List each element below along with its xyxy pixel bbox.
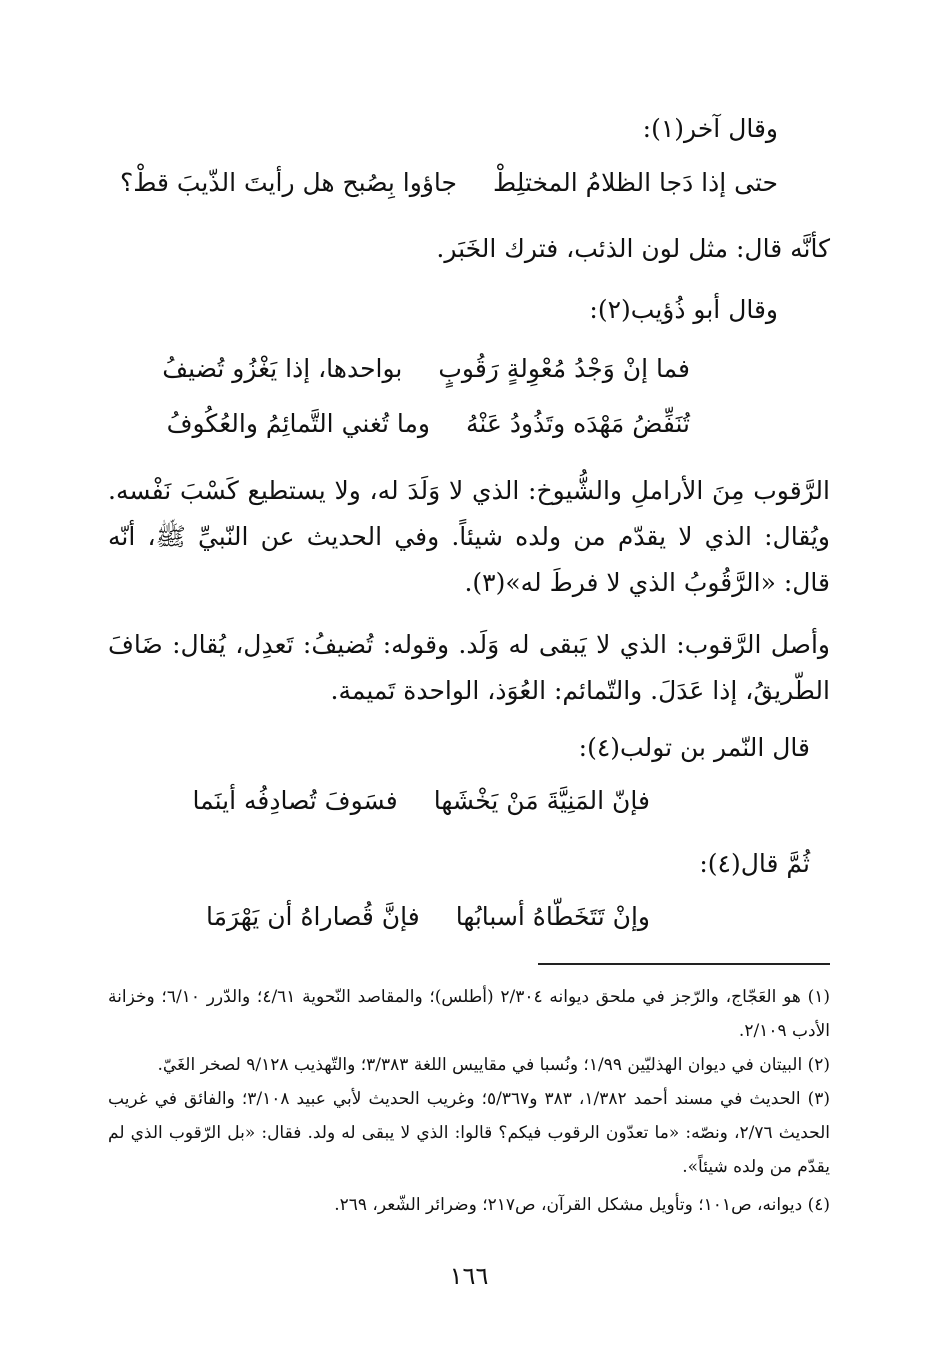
verse-2b-right-hemistich: تُنَفِّضُ مَهْدَه وتَذُودُ عَنْهُ (466, 409, 690, 438)
footnote-1: (١) هو العَجّاج، والرّجز في ملحق ديوانه ٢/٣٠٤ (أطلس)؛ والمقاصد النّحوية ٤/٦١؛ والدّرر ٦/١٠؛ وخزانة الأدب ٢/١٠٩. (108, 987, 830, 1041)
verse-1-right-hemistich: حتى إذا دَجا الظلامُ المختلِطْ (492, 168, 778, 197)
verse-2b-left-hemistich: وما تُغني التَّمائِمُ والعُكُوفُ (166, 409, 431, 438)
prose-paragraph-3: وأصل الرَّقوب: الذي لا يَبقى له وَلَد. وقوله: تُضيفُ: تَعدِل، يُقال: ضَافَ الطّريقُ، إذا عَدَلَ. والتّمائم: العُوَذ، الواحدة تَميمة. (108, 630, 830, 705)
hemistich-gap (457, 163, 493, 203)
intro-line-1: وقال آخر(١): (642, 114, 778, 143)
verse-2a-left-hemistich: بواحدها، إذا يَغْزُو تُضيفُ (162, 354, 403, 383)
prose-line-1: كأنَّه قال: مثل لون الذئب، فترك الخَبَر. (436, 234, 830, 263)
verse-2a-right-hemistich: فما إنْ وَجْدُ مُعْوِلةٍ رَقُوبٍ (438, 354, 690, 383)
verse-3-left-hemistich: فسَوفَ تُصادِفُه أينَما (192, 786, 398, 815)
verse-line-3 (193, 781, 651, 821)
prose-paragraph-2: الرَّقوب مِنَ الأراملِ والشُّيوخ: الذي لا وَلَدَ له، ولا يستطيع كَسْبَ نَفْسه. ويُقال: الذي لا يقدّم من ولده شيئاً. وفي الحديث عن النّبيِّ ﷺ، أنّه قال: «الرَّقُوبُ الذي لا فرطَ له»(٣). (108, 476, 830, 597)
verse-1-left-hemistich: جاؤوا بِصُبح هل رأيتَ الذّيبَ قطْ؟ (119, 168, 457, 197)
footnote-4: (٤) ديوانه، ص١٠١؛ وتأويل مشكل القرآن، ص٢١٧؛ وضرائر الشّعر، ٢٦٩. (334, 1195, 830, 1215)
hemistich-gap (430, 404, 466, 444)
intro-line-4: ثُمَّ قال(٤): (699, 849, 810, 878)
hemistich-gap (398, 781, 434, 821)
page-number: ١٦٦ (449, 1262, 489, 1290)
hemistich-gap (402, 349, 438, 389)
verse-line-1 (120, 163, 778, 203)
intro-line-3: قال النّمر بن تولب(٤): (578, 733, 810, 762)
intro-line-2: وقال أبو ذُؤيب(٢): (589, 295, 778, 324)
verse-line-4 (206, 897, 650, 937)
verse-4-left-hemistich: فإنَّ قُصاراهُ أن يَهْرَمَا (205, 902, 420, 931)
footnote-2: (٢) البيتان في ديوان الهذليّين ١/٩٩؛ ونُسبا في مقاييس اللغة ٣/٣٨٣؛ والتّهذيب ٩/١٢٨ لصخر الغَيّ. (157, 1055, 830, 1075)
verse-4-right-hemistich: وإنْ تَتَخَطّاهُ أسبابُها (455, 902, 650, 931)
verse-line-2a (162, 349, 690, 389)
hemistich-gap (420, 897, 456, 937)
verse-line-2b (167, 404, 690, 444)
verse-3-right-hemistich: فإنّ المَنِيَّةَ مَنْ يَخْشَها (433, 786, 650, 815)
footnote-3: (٣) الحديث في مسند أحمد ١/٣٨٢، ٣٨٣ و٥/٣٦٧؛ وغريب الحديث لأبي عبيد ٣/١٠٨؛ والفائق في غريب الحديث ٢/٧٦، ونصّه: «ما تعدّون الرقوب فيكم؟ قالوا: الذي لا يبقى له ولد. فقال: «بل الرّقوب الذي لم يقدّم من ولده شيئاً». (108, 1089, 830, 1177)
footnote-separator (538, 963, 830, 965)
